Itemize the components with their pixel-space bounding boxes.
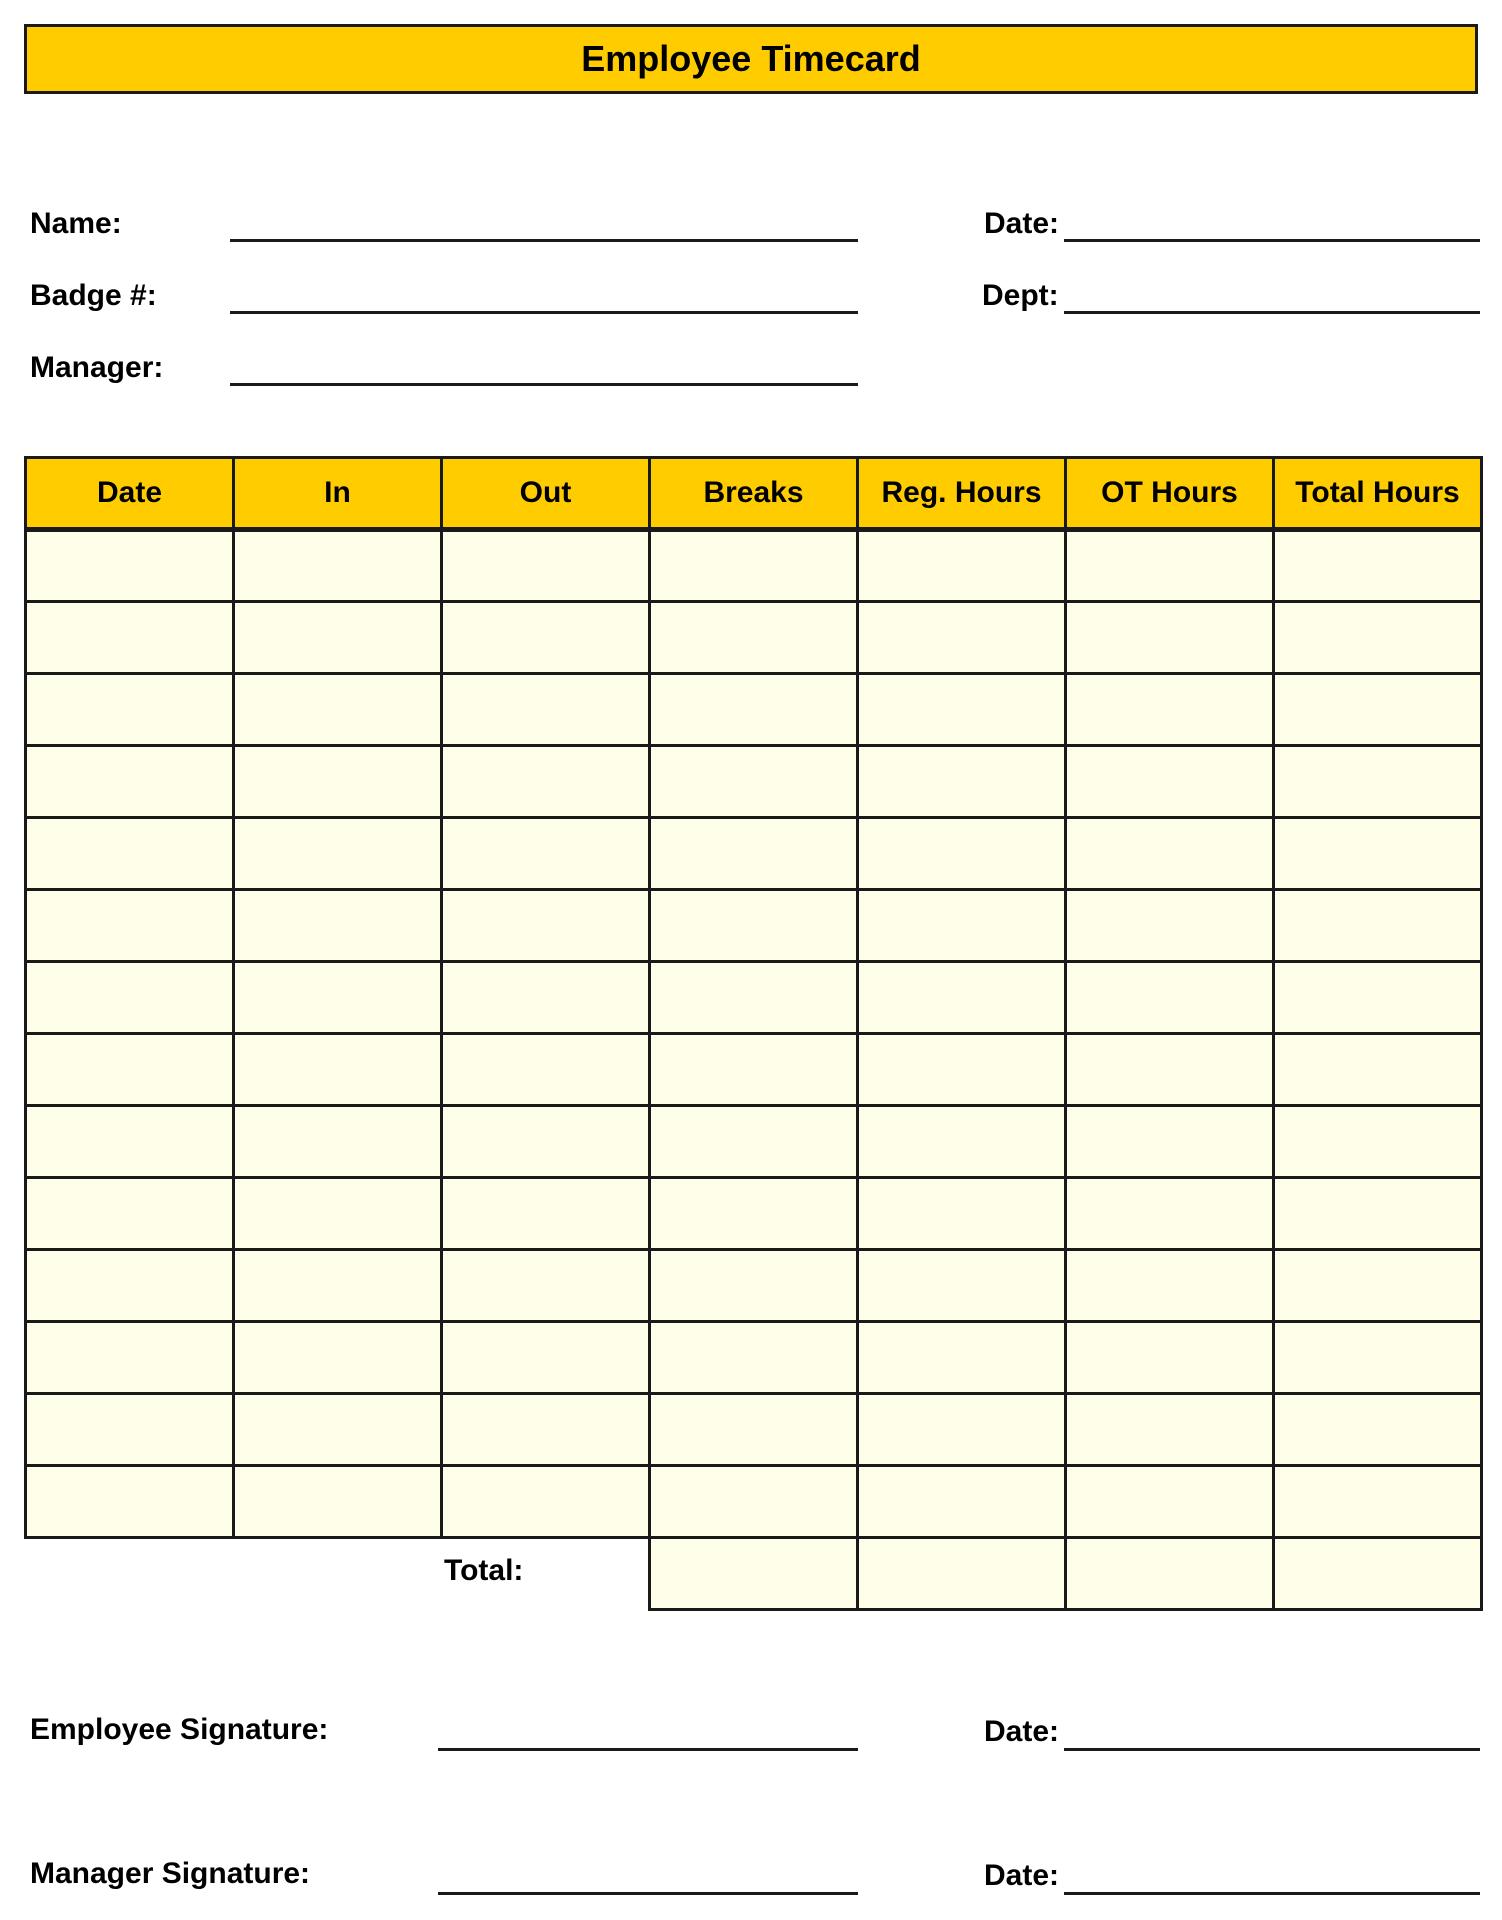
table-row bbox=[26, 1034, 1482, 1106]
table-cell[interactable] bbox=[234, 602, 442, 674]
table-header-row bbox=[26, 458, 1482, 530]
table-cell[interactable] bbox=[1274, 1394, 1482, 1466]
table-cell[interactable] bbox=[858, 1466, 1066, 1538]
table-cell[interactable] bbox=[650, 962, 858, 1034]
table-cell[interactable] bbox=[1274, 746, 1482, 818]
table-cell[interactable] bbox=[858, 1178, 1066, 1250]
table-cell[interactable] bbox=[1274, 890, 1482, 962]
table-cell[interactable] bbox=[234, 890, 442, 962]
date-field[interactable] bbox=[1064, 239, 1480, 242]
table-cell[interactable] bbox=[26, 1322, 234, 1394]
table-cell[interactable] bbox=[1066, 530, 1274, 602]
employee-signature-label: Employee Signature: bbox=[30, 1713, 329, 1746]
totals-spacer bbox=[234, 1538, 442, 1610]
table-cell[interactable] bbox=[1274, 1178, 1482, 1250]
table-cell[interactable] bbox=[1274, 1106, 1482, 1178]
table-cell[interactable] bbox=[26, 1106, 234, 1178]
employee-signature-date-field[interactable] bbox=[1064, 1748, 1480, 1751]
table-cell[interactable] bbox=[858, 1250, 1066, 1322]
table-cell[interactable] bbox=[1066, 1178, 1274, 1250]
employee-signature-date-label: Date: bbox=[984, 1715, 1060, 1748]
table-cell[interactable] bbox=[858, 1394, 1066, 1466]
table-cell[interactable] bbox=[1066, 1034, 1274, 1106]
employee-signature-field[interactable] bbox=[438, 1748, 858, 1751]
table-cell[interactable] bbox=[442, 818, 650, 890]
table-cell[interactable] bbox=[442, 530, 650, 602]
table-cell[interactable] bbox=[1274, 530, 1482, 602]
column-header-out: Out bbox=[442, 458, 650, 530]
table-cell[interactable] bbox=[650, 674, 858, 746]
table-cell[interactable] bbox=[858, 674, 1066, 746]
table-row bbox=[26, 530, 1482, 602]
table-cell[interactable] bbox=[858, 818, 1066, 890]
totals-row bbox=[26, 1538, 1482, 1610]
table-row bbox=[26, 1466, 1482, 1538]
table-cell[interactable] bbox=[858, 1034, 1066, 1106]
table-cell[interactable] bbox=[234, 818, 442, 890]
table-cell[interactable] bbox=[1274, 1250, 1482, 1322]
timecard-table bbox=[24, 456, 1483, 1611]
table-cell[interactable] bbox=[1066, 890, 1274, 962]
table-cell[interactable] bbox=[442, 1250, 650, 1322]
total-label: Total: bbox=[444, 1554, 524, 1587]
table-cell[interactable] bbox=[1274, 674, 1482, 746]
table-cell[interactable] bbox=[234, 1466, 442, 1538]
table-cell[interactable] bbox=[26, 674, 234, 746]
table-cell[interactable] bbox=[858, 1322, 1066, 1394]
manager-signature-date-label: Date: bbox=[984, 1859, 1060, 1892]
badge-label: Badge #: bbox=[30, 279, 157, 312]
table-cell[interactable] bbox=[1274, 1322, 1482, 1394]
table-cell[interactable] bbox=[234, 530, 442, 602]
table-cell[interactable] bbox=[234, 1178, 442, 1250]
table-cell[interactable] bbox=[26, 1250, 234, 1322]
table-cell[interactable] bbox=[1066, 962, 1274, 1034]
manager-signature-date-field[interactable] bbox=[1064, 1892, 1480, 1895]
name-field[interactable] bbox=[230, 239, 858, 242]
table-cell[interactable] bbox=[650, 1178, 858, 1250]
dept-label: Dept: bbox=[982, 279, 1059, 312]
table-cell[interactable] bbox=[234, 1106, 442, 1178]
column-header-breaks: Breaks bbox=[650, 458, 858, 530]
table-row bbox=[26, 1178, 1482, 1250]
table-cell[interactable] bbox=[858, 890, 1066, 962]
table-cell[interactable] bbox=[650, 602, 858, 674]
table-cell[interactable] bbox=[858, 962, 1066, 1034]
table-cell[interactable] bbox=[1066, 1106, 1274, 1178]
manager-signature-field[interactable] bbox=[438, 1892, 858, 1895]
column-header-date: Date bbox=[26, 458, 234, 530]
table-row bbox=[26, 602, 1482, 674]
table-cell[interactable] bbox=[858, 602, 1066, 674]
table-cell[interactable] bbox=[1274, 818, 1482, 890]
table-cell[interactable] bbox=[234, 746, 442, 818]
table-cell[interactable] bbox=[26, 818, 234, 890]
table-cell[interactable] bbox=[1274, 1034, 1482, 1106]
column-header-in: In bbox=[234, 458, 442, 530]
table-cell[interactable] bbox=[650, 818, 858, 890]
table-cell[interactable] bbox=[442, 1394, 650, 1466]
table-cell[interactable] bbox=[442, 1466, 650, 1538]
table-cell[interactable] bbox=[234, 1250, 442, 1322]
table-cell[interactable] bbox=[650, 1034, 858, 1106]
table-row bbox=[26, 1106, 1482, 1178]
table-cell[interactable] bbox=[442, 602, 650, 674]
table-cell[interactable] bbox=[858, 1106, 1066, 1178]
table-row bbox=[26, 1250, 1482, 1322]
totals-spacer bbox=[26, 1538, 234, 1610]
total-cell[interactable] bbox=[858, 1538, 1066, 1610]
table-cell[interactable] bbox=[26, 746, 234, 818]
table-cell[interactable] bbox=[1066, 1322, 1274, 1394]
table-cell[interactable] bbox=[442, 1178, 650, 1250]
column-header-ot-hours: OT Hours bbox=[1066, 458, 1274, 530]
table-cell[interactable] bbox=[1066, 1466, 1274, 1538]
manager-label: Manager: bbox=[30, 351, 164, 384]
table-cell[interactable] bbox=[442, 1322, 650, 1394]
table-cell[interactable] bbox=[234, 1322, 442, 1394]
table-cell[interactable] bbox=[442, 962, 650, 1034]
name-label: Name: bbox=[30, 207, 122, 240]
table-cell[interactable] bbox=[650, 1250, 858, 1322]
total-cell[interactable] bbox=[1274, 1538, 1482, 1610]
badge-field[interactable] bbox=[230, 311, 858, 314]
table-cell[interactable] bbox=[1066, 746, 1274, 818]
manager-field[interactable] bbox=[230, 383, 858, 386]
table-cell[interactable] bbox=[442, 746, 650, 818]
table-cell[interactable] bbox=[442, 1034, 650, 1106]
total-cell[interactable] bbox=[1066, 1538, 1274, 1610]
table-cell[interactable] bbox=[26, 1034, 234, 1106]
table-cell[interactable] bbox=[650, 746, 858, 818]
table-cell[interactable] bbox=[650, 1466, 858, 1538]
table-cell[interactable] bbox=[650, 1322, 858, 1394]
table-cell[interactable] bbox=[858, 746, 1066, 818]
table-cell[interactable] bbox=[234, 674, 442, 746]
table-cell[interactable] bbox=[442, 674, 650, 746]
table-cell[interactable] bbox=[26, 602, 234, 674]
table-row bbox=[26, 962, 1482, 1034]
total-cell[interactable] bbox=[650, 1538, 858, 1610]
table-cell[interactable] bbox=[26, 1466, 234, 1538]
table-cell[interactable] bbox=[234, 1034, 442, 1106]
table-cell[interactable] bbox=[650, 1394, 858, 1466]
column-header-reg-hours: Reg. Hours bbox=[858, 458, 1066, 530]
table-cell[interactable] bbox=[1066, 818, 1274, 890]
table-cell[interactable] bbox=[26, 1394, 234, 1466]
page-title: Employee Timecard bbox=[24, 24, 1478, 94]
table-cell[interactable] bbox=[1066, 1250, 1274, 1322]
table-cell[interactable] bbox=[650, 530, 858, 602]
table-cell[interactable] bbox=[858, 530, 1066, 602]
table-cell[interactable] bbox=[1066, 602, 1274, 674]
table-row bbox=[26, 890, 1482, 962]
date-label: Date: bbox=[984, 207, 1060, 240]
manager-signature-label: Manager Signature: bbox=[30, 1857, 311, 1890]
table-cell[interactable] bbox=[1274, 602, 1482, 674]
table-row bbox=[26, 818, 1482, 890]
table-cell[interactable] bbox=[442, 1106, 650, 1178]
table-cell[interactable] bbox=[1066, 1394, 1274, 1466]
table-cell[interactable] bbox=[650, 890, 858, 962]
table-cell[interactable] bbox=[442, 890, 650, 962]
column-header-total-hours: Total Hours bbox=[1274, 458, 1482, 530]
table-cell[interactable] bbox=[650, 1106, 858, 1178]
table-cell[interactable] bbox=[1274, 1466, 1482, 1538]
table-row bbox=[26, 1394, 1482, 1466]
dept-field[interactable] bbox=[1064, 311, 1480, 314]
table-cell[interactable] bbox=[26, 890, 234, 962]
table-cell[interactable] bbox=[26, 530, 234, 602]
table-row bbox=[26, 674, 1482, 746]
table-row bbox=[26, 1322, 1482, 1394]
table-cell[interactable] bbox=[26, 1178, 234, 1250]
table-cell[interactable] bbox=[26, 962, 234, 1034]
table-row bbox=[26, 746, 1482, 818]
table-cell[interactable] bbox=[234, 962, 442, 1034]
table-cell[interactable] bbox=[1274, 962, 1482, 1034]
table-cell[interactable] bbox=[1066, 674, 1274, 746]
table-cell[interactable] bbox=[234, 1394, 442, 1466]
